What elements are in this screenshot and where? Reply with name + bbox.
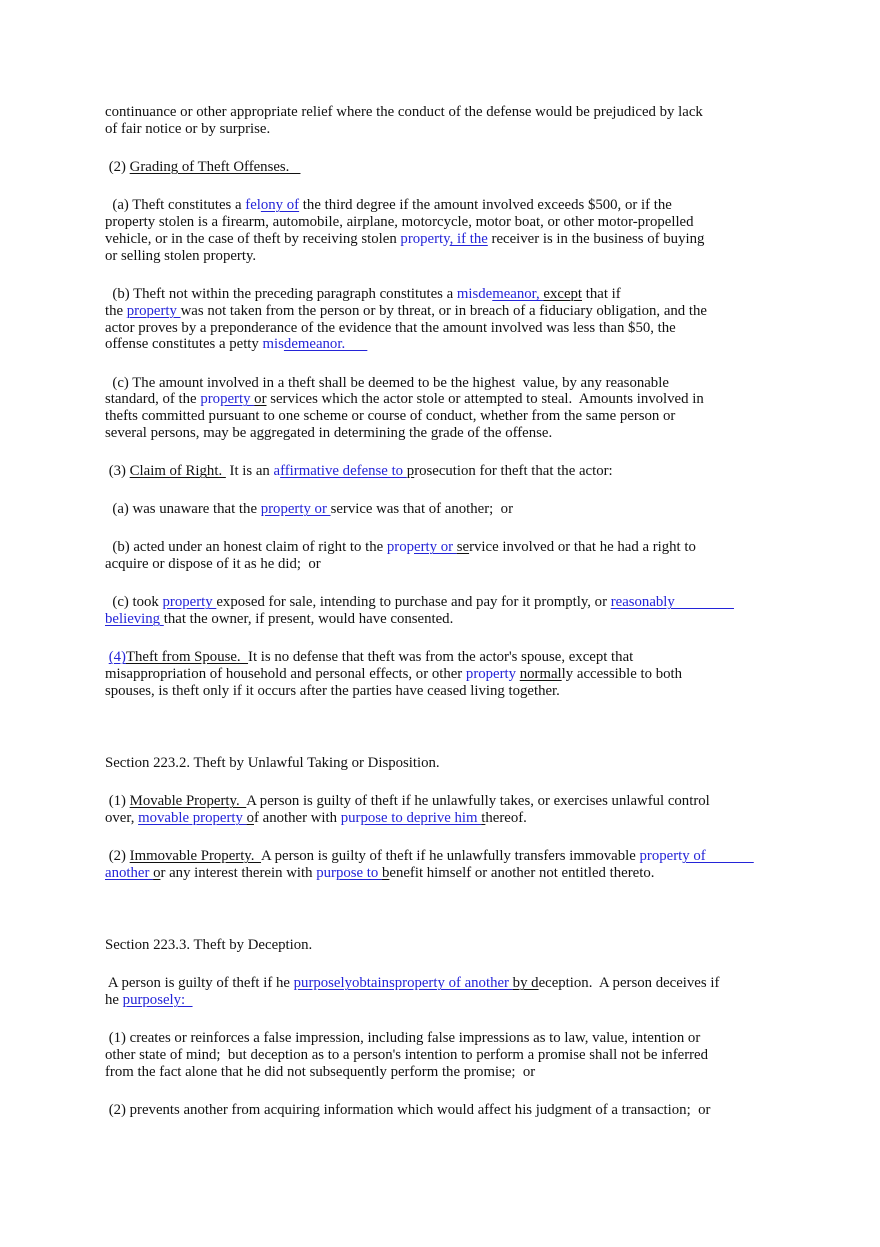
underlined-text: p bbox=[406, 463, 415, 480]
text-line bbox=[105, 683, 880, 700]
link-text[interactable]: movable property bbox=[138, 810, 247, 827]
text-run: (1) bbox=[105, 793, 130, 810]
section-heading bbox=[105, 755, 880, 772]
paragraph bbox=[105, 975, 880, 1009]
text-run: enefit himself or another not entitled thereto. bbox=[389, 865, 655, 882]
text-line bbox=[105, 937, 880, 954]
underlined-text: t bbox=[481, 810, 486, 827]
text-line bbox=[105, 594, 880, 611]
text-run: hereof. bbox=[485, 810, 527, 827]
text-run: eception. A person deceives if bbox=[538, 975, 720, 992]
text-run: It is no defense that theft was from the actor's spouse, except that bbox=[248, 649, 634, 666]
text-line bbox=[105, 197, 880, 214]
text-run: the third degree if the amount involved exceeds $500, or if the bbox=[299, 197, 672, 214]
link-text[interactable]: propert bbox=[639, 848, 683, 865]
text-run: actor proves by a preponderance of the evidence that the amount involved was less than $50, the bbox=[105, 319, 676, 336]
text-run: standard, of the bbox=[105, 391, 201, 408]
text-run: service was that of another; or bbox=[330, 501, 514, 518]
text-run: other state of mind; but deception as to a person's intention to perform a promise shall not be inferred bbox=[105, 1047, 709, 1064]
text-line bbox=[105, 556, 880, 573]
paragraph bbox=[105, 649, 880, 700]
text-run: over, bbox=[105, 810, 139, 827]
text-run: ly accessible to both bbox=[561, 666, 683, 683]
text-line bbox=[105, 121, 880, 138]
text-run: f another with bbox=[254, 810, 341, 827]
paragraph bbox=[105, 375, 880, 443]
text-line bbox=[105, 336, 880, 353]
paragraph bbox=[105, 501, 880, 518]
text-line bbox=[105, 408, 880, 425]
text-line bbox=[105, 425, 880, 442]
text-run: from the fact alone that he did not subsequently perform the promise; or bbox=[105, 1064, 536, 1081]
text-line bbox=[105, 463, 880, 480]
underlined-text: or bbox=[254, 391, 267, 408]
paragraph bbox=[105, 539, 880, 573]
text-run: property stolen is a firearm, automobile, airplane, motorcycle, motor boat, or other motor-propelled bbox=[105, 213, 694, 230]
text-line bbox=[105, 611, 880, 628]
text-run: thefts committed pursuant to one scheme or course of conduct, whether from the same person or bbox=[105, 408, 676, 425]
text-run: (b) Theft not within the preceding paragraph constitutes a bbox=[105, 285, 457, 302]
link-text[interactable]: property or bbox=[260, 501, 331, 518]
text-run: (c) The amount involved in a theft shall be deemed to be the highest value, by any reasonable bbox=[105, 374, 669, 391]
underlined-text: by d bbox=[512, 975, 539, 992]
text-line bbox=[105, 865, 880, 882]
link-text[interactable]: purposely: bbox=[122, 992, 193, 1009]
text-run: A person is guilty of theft if he unlawfully takes, or exercises unlawful control bbox=[246, 793, 710, 810]
text-line bbox=[105, 104, 880, 121]
text-run: spouses, is theft only if it occurs after the parties have ceased living together. bbox=[105, 683, 560, 700]
underlined-text: Movable Property. bbox=[129, 793, 247, 810]
text-line bbox=[105, 649, 880, 666]
text-run: of fair notice or by surprise. bbox=[105, 120, 271, 137]
text-line bbox=[105, 1030, 880, 1047]
link-text[interactable]: y of bbox=[682, 848, 754, 865]
paragraph bbox=[105, 463, 880, 480]
text-run: A person is guilty of theft if he bbox=[105, 975, 294, 992]
link-text[interactable]: a bbox=[273, 463, 281, 480]
text-run: several persons, may be aggregated in determining the grade of the offense. bbox=[105, 425, 553, 442]
text-run: Section 223.3. Theft by Deception. bbox=[105, 937, 313, 954]
underlined-text: except bbox=[543, 285, 583, 302]
link-text[interactable]: property bbox=[162, 594, 217, 611]
underlined-text: Claim of Right. bbox=[129, 463, 226, 480]
text-run: receiver is in the business of buying bbox=[487, 230, 705, 247]
paragraph bbox=[105, 159, 880, 176]
underlined-text: o bbox=[153, 865, 161, 882]
link-text[interactable]: erty or bbox=[414, 539, 457, 556]
link-text[interactable]: property bbox=[126, 302, 181, 319]
text-line bbox=[105, 501, 880, 518]
text-line bbox=[105, 303, 880, 320]
text-run: the bbox=[105, 302, 127, 319]
text-line bbox=[105, 159, 880, 176]
link-text[interactable]: perty bbox=[220, 391, 255, 408]
text-run: that if bbox=[582, 285, 621, 302]
text-line bbox=[105, 755, 880, 772]
text-run: A person is guilty of theft if he unlawfully transfers immovable bbox=[261, 848, 640, 865]
text-run: (b) acted under an honest claim of right to the bbox=[105, 539, 387, 556]
underlined-text: o bbox=[246, 810, 254, 827]
text-run: vehicle, or in the case of theft by receiving stolen bbox=[105, 230, 401, 247]
text-run: exposed for sale, intending to purchase and pay for it promptly, or bbox=[216, 594, 611, 611]
text-line bbox=[105, 793, 880, 810]
text-line bbox=[105, 666, 880, 683]
underlined-text: Theft from Spouse. bbox=[125, 649, 249, 666]
text-line bbox=[105, 248, 880, 265]
text-run: rvice involved or that he had a right to bbox=[469, 539, 696, 556]
text-run: (2) bbox=[105, 848, 130, 865]
link-text[interactable]: mis bbox=[262, 336, 284, 353]
text-run: (3) bbox=[105, 463, 130, 480]
link-text[interactable]: property bbox=[400, 230, 450, 247]
link-text[interactable]: fel bbox=[245, 197, 261, 214]
underlined-text: Immovable Property. bbox=[129, 848, 262, 865]
text-run: or selling stolen property. bbox=[105, 247, 257, 264]
link-text[interactable]: pose to deprive him bbox=[360, 810, 482, 827]
link-text[interactable]: pur bbox=[340, 810, 361, 827]
text-run: (2) bbox=[105, 158, 130, 175]
text-run: continuance or other appropriate relief where the conduct of the defense would be prejudiced by lack bbox=[105, 104, 703, 120]
link-text[interactable]: (4) bbox=[108, 649, 126, 666]
paragraph bbox=[105, 104, 880, 138]
text-line bbox=[105, 1064, 880, 1081]
paragraph bbox=[105, 286, 880, 354]
link-text[interactable]: prop bbox=[386, 539, 414, 556]
paragraph bbox=[105, 1102, 880, 1119]
text-run: (a) Theft constitutes a bbox=[105, 197, 246, 214]
link-text[interactable]: misde bbox=[456, 285, 493, 302]
text-run: (a) was unaware that the bbox=[105, 501, 261, 518]
link-text[interactable]: ffirmative defense to bbox=[280, 463, 407, 480]
link-text[interactable]: reasonably bbox=[610, 594, 734, 611]
paragraph bbox=[105, 594, 880, 628]
text-line bbox=[105, 848, 880, 865]
underlined-text: Grading of Theft Offenses. bbox=[129, 158, 301, 175]
text-line bbox=[105, 1102, 880, 1119]
text-run: was not taken from the person or by threat, or in breach of a fiduciary obligation, and the bbox=[180, 302, 707, 319]
link-text[interactable]: demeanor. bbox=[283, 336, 368, 353]
paragraph bbox=[105, 848, 880, 882]
paragraph bbox=[105, 197, 880, 265]
link-text[interactable]: pro bbox=[200, 391, 221, 408]
link-text[interactable]: pur bbox=[316, 865, 336, 882]
text-line bbox=[105, 539, 880, 556]
text-line bbox=[105, 975, 880, 992]
text-line bbox=[105, 231, 880, 248]
text-run: (c) took bbox=[105, 594, 163, 611]
link-text[interactable]: believing bbox=[105, 611, 164, 628]
text-run: (1) creates or reinforces a false impression, including false impressions as to law, value, intention or bbox=[105, 1030, 701, 1047]
text-run: that the owner, if present, would have consented. bbox=[163, 611, 454, 628]
text-line bbox=[105, 1047, 880, 1064]
text-run: misappropriation of household and personal effects, or other bbox=[105, 666, 466, 683]
text-line bbox=[105, 391, 880, 408]
paragraph bbox=[105, 1030, 880, 1081]
paragraph bbox=[105, 793, 880, 827]
text-run: (2) prevents another from acquiring information which would affect his judgment of a transaction; or bbox=[105, 1102, 711, 1119]
underlined-text: se bbox=[456, 539, 470, 556]
link-text[interactable]: another bbox=[105, 865, 154, 882]
text-run: It is an bbox=[225, 463, 274, 480]
text-line bbox=[105, 214, 880, 231]
underlined-text: b bbox=[381, 865, 390, 882]
text-run: r any interest therein with bbox=[160, 865, 317, 882]
text-line bbox=[105, 286, 880, 303]
text-run: Section 223.2. Theft by Unlawful Taking or Disposition. bbox=[105, 755, 440, 772]
text-run: rosecution for theft that the actor: bbox=[414, 463, 613, 480]
text-line bbox=[105, 810, 880, 827]
link-text[interactable]: , if the bbox=[449, 230, 488, 247]
text-run: services which the actor stole or attempted to steal. Amounts involved in bbox=[266, 391, 704, 408]
link-text[interactable]: meanor, bbox=[492, 285, 544, 302]
link-text[interactable]: purposelyobtainsproperty of another bbox=[293, 975, 513, 992]
section-heading bbox=[105, 937, 880, 954]
link-text[interactable]: property bbox=[465, 666, 520, 683]
link-text[interactable]: pose to bbox=[335, 865, 382, 882]
text-line bbox=[105, 992, 880, 1009]
text-run: acquire or dispose of it as he did; or bbox=[105, 556, 321, 573]
text-line bbox=[105, 375, 880, 392]
text-run: he bbox=[105, 992, 123, 1009]
underlined-text: normal bbox=[519, 666, 562, 683]
text-run: offense constitutes a petty bbox=[105, 336, 263, 353]
text-line bbox=[105, 320, 880, 337]
link-text[interactable]: ony of bbox=[260, 197, 300, 214]
